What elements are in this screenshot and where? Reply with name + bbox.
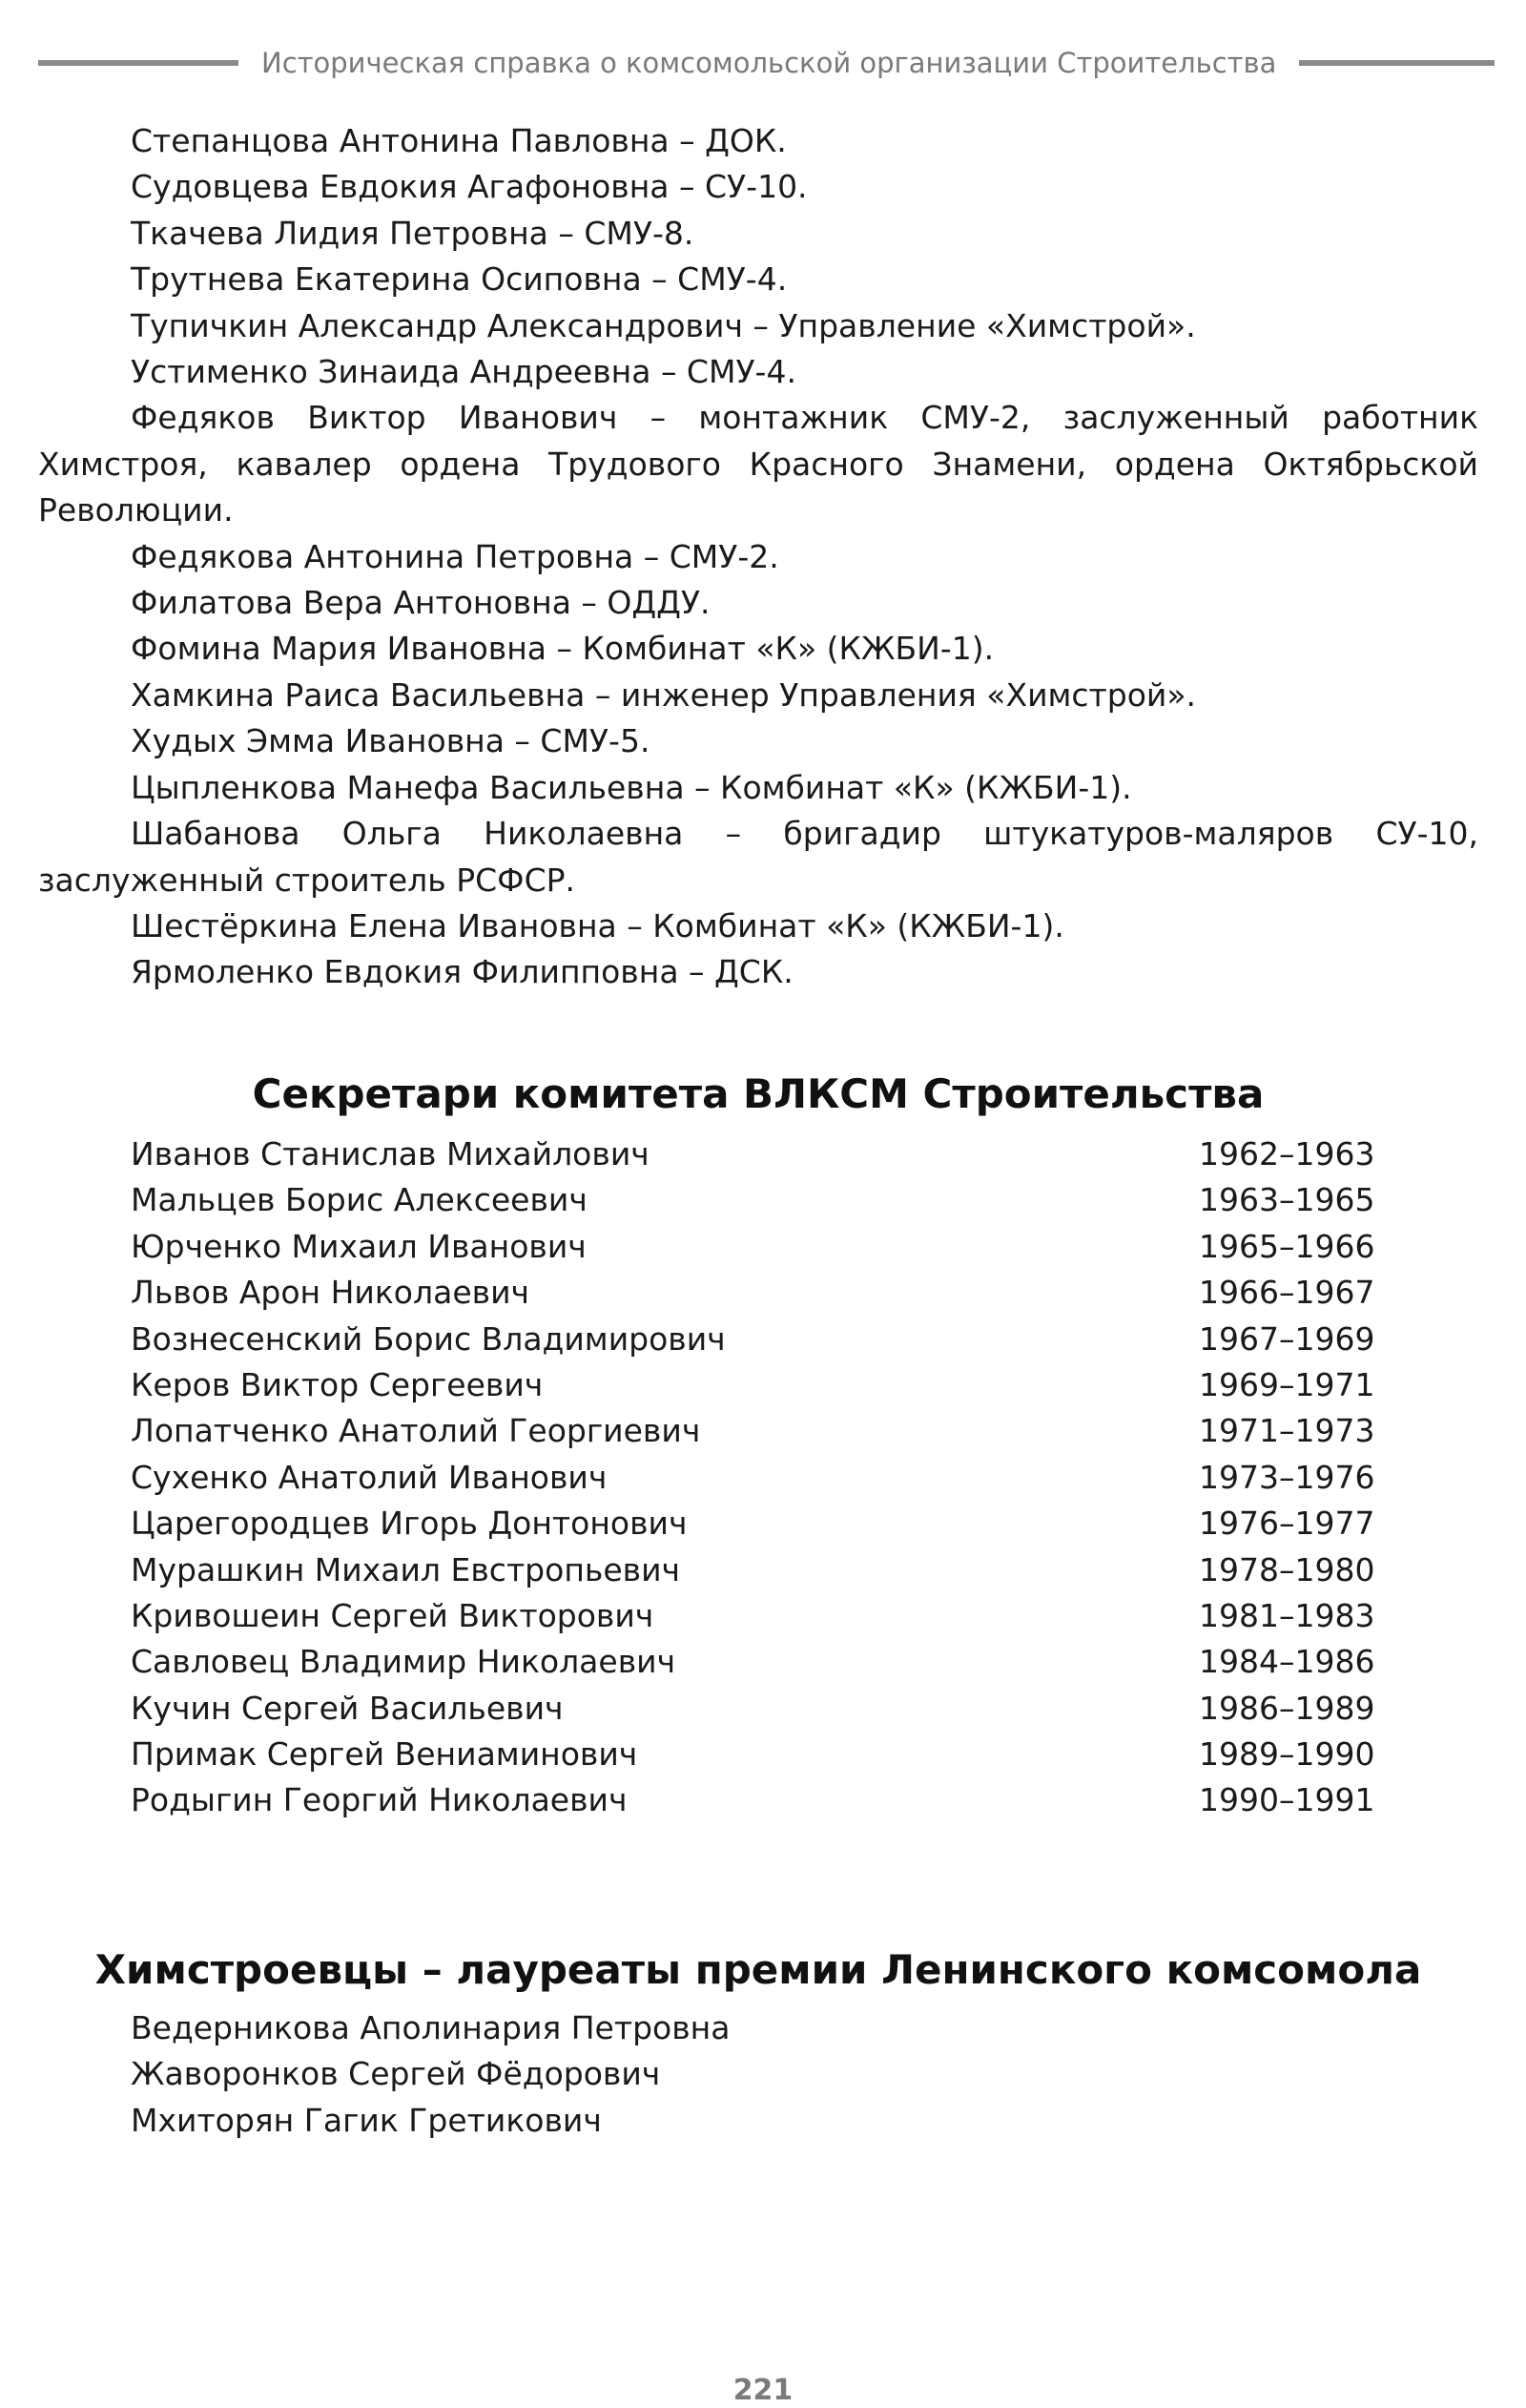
secretary-name: Керов Виктор Сергеевич [131,1365,544,1403]
secretaries-table [131,1131,1390,1824]
page-number: 221 [732,2374,794,2407]
table-row [131,1455,1390,1501]
table-row [131,1547,1390,1593]
secretary-name: Вознесенский Борис Владимирович [131,1319,726,1358]
laureates-list [131,2005,1390,2144]
running-header [38,42,1480,84]
secretary-years: 1966–1967 [1199,1274,1375,1312]
list-item: Трутнева Екатерина Осиповна – СМУ-4. [131,260,788,299]
secretary-years: 1976–1977 [1199,1505,1375,1543]
secretary-years: 1986–1989 [1199,1689,1375,1727]
secretary-name: Мурашкин Михаил Евстропьевич [131,1550,681,1588]
table-row [131,1317,1390,1362]
secretary-years: 1971–1973 [1199,1412,1375,1450]
list-item: Степанцова Антонина Павловна – ДОК. [131,122,787,159]
table-row [131,1362,1390,1408]
secretary-years: 1967–1969 [1199,1319,1375,1358]
list-item: Устименко Зинаида Андреевна – СМУ-4. [131,353,796,391]
list-item: Ярмоленко Евдокия Филипповна – ДСК. [131,953,794,991]
table-row [131,1270,1390,1316]
list-item: Мхиторян Гагик Гретикович [131,2101,602,2139]
secretary-name: Иванов Станислав Михайлович [131,1135,650,1173]
secretary-name: Кривошеин Сергей Викторович [131,1596,654,1634]
list-item: Шестёркина Елена Ивановна – Комбинат «К» (КЖБИ-1). [131,906,1064,945]
list-item: Судовцева Евдокия Агафоновна – СУ-10. [131,168,808,206]
secretary-years: 1981–1983 [1199,1596,1375,1634]
table-row [131,1732,1390,1777]
running-header-title: Историческая справка о комсомольской организации Строительства [261,47,1277,79]
table-row [131,1501,1390,1547]
secretary-name: Лопатченко Анатолий Георгиевич [131,1412,701,1450]
secretary-years: 1989–1990 [1199,1735,1375,1774]
secretary-years: 1965–1966 [1199,1227,1375,1265]
secretary-years: 1984–1986 [1199,1643,1375,1681]
table-row [131,1408,1390,1454]
table-row [131,1224,1390,1270]
table-row [131,1639,1390,1685]
list-item: Филатова Вера Антоновна – ОДДУ. [131,584,711,622]
list-item: Ткачева Лидия Петровна – СМУ-8. [131,214,694,252]
secretary-years: 1973–1976 [1199,1458,1375,1496]
table-row [131,1777,1390,1823]
table-row [131,1593,1390,1639]
laureates-heading: Химстроевцы – лауреаты премии Ленинского комсомола [94,1945,1422,1993]
list-item: Федякова Антонина Петровна – СМУ-2. [131,537,779,575]
secretary-years: 1978–1980 [1199,1550,1375,1588]
secretary-years: 1963–1965 [1199,1181,1375,1219]
secretary-name: Сухенко Анатолий Иванович [131,1458,608,1496]
secretaries-heading: Секретари комитета ВЛКСМ Строительства [252,1069,1265,1117]
list-item: Федяков Виктор Иванович – монтажник СМУ-2, заслуженный работник Химстроя, кавалер ордена Трудового Красного Знамени, ордена Октябрьской Революции. [38,399,1478,529]
secretary-name: Мальцев Борис Алексеевич [131,1181,588,1219]
secretary-name: Юрченко Михаил Иванович [131,1227,587,1265]
secretary-name: Львов Арон Николаевич [131,1274,530,1312]
table-row [131,1177,1390,1223]
list-item: Ведерникова Аполинария Петровна [131,2009,731,2046]
secretary-years: 1962–1963 [1199,1135,1375,1173]
list-item: Фомина Мария Ивановна – Комбинат «К» (КЖБИ-1). [131,630,995,668]
list-item: Худых Эмма Ивановна – СМУ-5. [131,722,650,760]
list-item: Шабанова Ольга Николаевна – бригадир штукатуров-маляров СУ-10, заслуженный строитель РСФСР. [38,815,1478,899]
secretary-name: Примак Сергей Вениаминович [131,1735,638,1774]
list-item: Хамкина Раиса Васильевна – инженер Управления «Химстрой». [131,675,1197,714]
secretary-name: Кучин Сергей Васильевич [131,1689,564,1727]
secretary-name: Савловец Владимир Николаевич [131,1643,676,1681]
awardees-list [38,118,1478,996]
secretary-name: Царегородцев Игорь Донтонович [131,1505,688,1543]
list-item: Жаворонков Сергей Фёдорович [131,2055,661,2093]
list-item: Тупичкин Александр Александрович – Управление «Химстрой». [131,306,1196,344]
secretary-years: 1969–1971 [1199,1365,1375,1403]
table-row [131,1686,1390,1732]
header-rule-right [1299,60,1495,66]
secretary-years: 1990–1991 [1199,1781,1375,1819]
header-rule-left [38,60,238,66]
table-row [131,1131,1390,1177]
secretary-name: Родыгин Георгий Николаевич [131,1781,628,1819]
list-item: Цыпленкова Манефа Васильевна – Комбинат «К» (КЖБИ-1). [131,768,1132,806]
